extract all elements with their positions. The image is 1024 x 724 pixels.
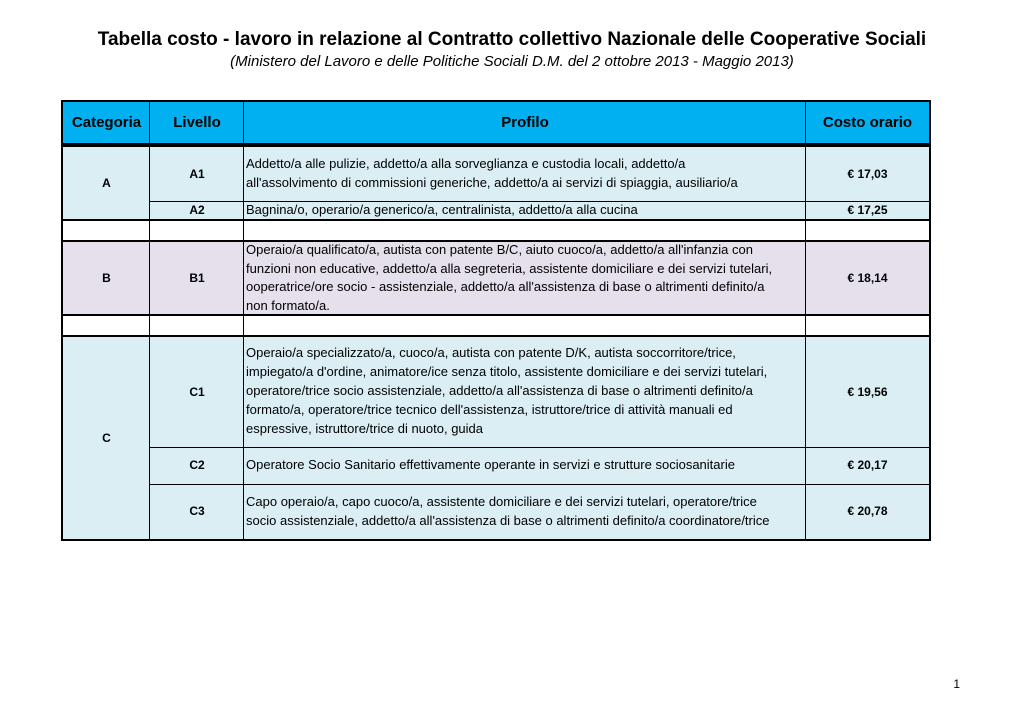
divider <box>929 335 931 541</box>
level-c3: C3 <box>150 484 244 539</box>
divider <box>929 221 931 241</box>
divider <box>929 100 931 145</box>
divider <box>805 221 806 241</box>
page-subtitle: (Ministero del Lavoro e delle Politiche Sociali D.M. del 2 ottobre 2013 - Maggio 2013) <box>230 53 794 70</box>
divider <box>929 240 931 316</box>
profile-c3 <box>244 484 806 539</box>
divider <box>149 147 150 219</box>
divider <box>929 316 931 336</box>
cost-c1: € 19,56 <box>806 337 929 447</box>
category-b: B <box>63 241 150 315</box>
profile-a2: Bagnina/o, operario/a generico/a, centralinista, addetto/a alla cucina <box>244 201 806 219</box>
divider <box>61 219 931 221</box>
divider <box>149 241 150 315</box>
cost-a1: € 17,03 <box>806 147 929 201</box>
profile-b1-line: ooperatrice/ore socio - assistenziale, addetto/a all'assistenza di base o altrimenti definito/a <box>246 279 765 294</box>
divider <box>61 314 931 316</box>
divider <box>61 145 931 147</box>
divider <box>149 101 150 144</box>
profile-c1 <box>244 337 806 447</box>
cost-a2: € 17,25 <box>806 201 929 219</box>
category-a: A <box>63 147 150 219</box>
divider <box>805 241 806 315</box>
level-b1: B1 <box>150 241 244 315</box>
page-number: 1 <box>953 677 960 691</box>
profile-a1-line: all'assolvimento di commissioni generiche, addetto/a ai servizi di spiaggia, ausiliario/a <box>246 175 738 190</box>
cost-c2: € 20,17 <box>806 447 929 484</box>
divider <box>243 241 244 315</box>
profile-c1-line: impiegato/a d'ordine, animatore/ice senza titolo, assistente domiciliare e dei servizi tutelari, <box>246 364 768 379</box>
divider <box>61 221 63 241</box>
profile-c3-line: socio assistenziale, addetto/a all'assistenza di base o altrimenti definito/a coordinatore/trice <box>246 513 770 528</box>
divider <box>149 337 150 539</box>
divider <box>243 101 244 144</box>
divider <box>929 145 931 221</box>
divider <box>61 539 931 541</box>
divider <box>61 316 63 336</box>
profile-b1-line: funzioni non educative, addetto/a alla segreteria, assistente domiciliare e dei servizi tutelari, <box>246 260 773 276</box>
level-a2: A2 <box>150 201 244 219</box>
divider <box>805 147 806 219</box>
divider <box>805 101 806 144</box>
divider <box>150 484 929 485</box>
profile-c1-line: formato/a, operatore/trice tecnico dell'assistenza, istruttore/trice di attività manuali ed <box>246 402 733 417</box>
profile-b1 <box>244 241 806 315</box>
header-categoria: Categoria <box>63 101 150 144</box>
page-title: Tabella costo - lavoro in relazione al Contratto collettivo Nazionale delle Cooperative Sociali <box>97 29 927 50</box>
divider <box>61 100 931 102</box>
divider <box>61 145 63 221</box>
divider <box>243 316 244 336</box>
header-livello: Livello <box>150 101 244 144</box>
divider <box>150 201 929 202</box>
header-profilo: Profilo <box>244 101 806 144</box>
divider <box>61 100 63 145</box>
divider <box>61 335 931 337</box>
profile-b1-line: non formato/a. <box>246 297 330 313</box>
header-costo-orario: Costo orario <box>806 101 929 144</box>
profile-c2: Operatore Socio Sanitario effettivamente operante in servizi e strutture sociosanitarie <box>244 447 806 484</box>
divider <box>61 335 63 541</box>
cost-b1: € 18,14 <box>806 241 929 315</box>
divider <box>805 337 806 539</box>
divider <box>243 221 244 241</box>
divider <box>61 240 931 242</box>
level-a1: A1 <box>150 147 244 201</box>
category-c: C <box>63 337 150 539</box>
cost-c3: € 20,78 <box>806 484 929 539</box>
divider <box>243 337 244 539</box>
level-c2: C2 <box>150 447 244 484</box>
profile-b1-line: Operaio/a qualificato/a, autista con patente B/C, aiuto cuoco/a, addetto/a all'infanzia con <box>246 242 753 257</box>
divider <box>149 316 150 336</box>
divider <box>150 447 929 448</box>
profile-c1-line: operatore/trice socio assistenziale, addetto/a all'assistenza di base o altrimenti definito/a <box>246 383 753 398</box>
divider <box>149 221 150 241</box>
divider <box>61 240 63 316</box>
divider <box>805 316 806 336</box>
profile-a1 <box>244 147 806 201</box>
divider <box>243 147 244 219</box>
profile-c3-line: Capo operaio/a, capo cuoco/a, assistente domiciliare e dei servizi tutelari, operatore/trice <box>246 494 757 509</box>
profile-c1-line: Operaio/a specializzato/a, cuoco/a, autista con patente D/K, autista soccorritore/trice, <box>246 345 736 360</box>
profile-c1-line: espressive, istruttore/trice di nuoto, guida <box>246 421 484 436</box>
level-c1: C1 <box>150 337 244 447</box>
profile-a1-line: Addetto/a alle pulizie, addetto/a alla sorveglianza e custodia locali, addetto/a <box>246 156 686 171</box>
